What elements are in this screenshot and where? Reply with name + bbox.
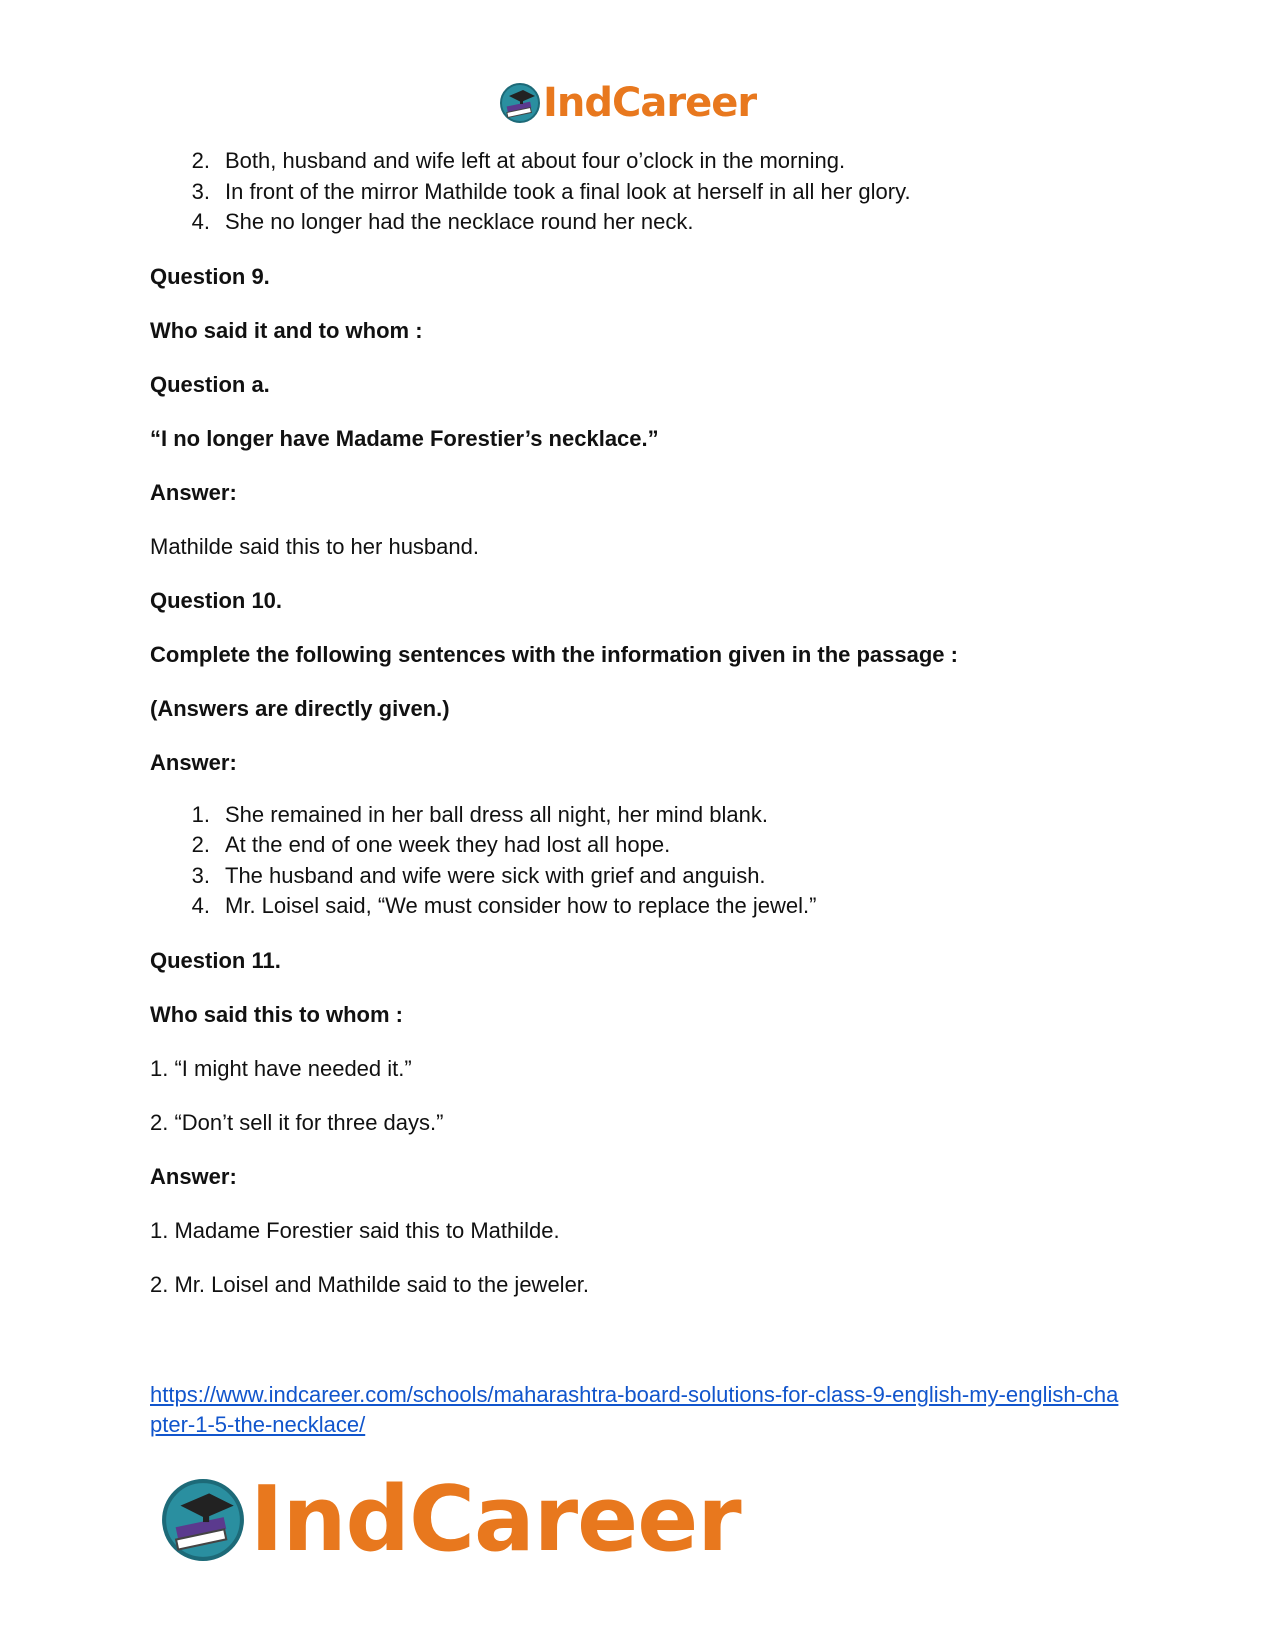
question-9-answer: Mathilde said this to her husband. (150, 533, 479, 559)
globe-book-icon (160, 1477, 246, 1563)
question-11-quote-2: 2. “Don’t sell it for three days.” (150, 1109, 444, 1135)
answer-label: Answer: (150, 749, 237, 775)
list-item: 2. At the end of one week they had lost all hope. (191, 832, 671, 857)
list-item: 3. The husband and wife were sick with grief and anguish. (191, 862, 766, 888)
answer-list-continued (150, 146, 1130, 238)
list-item: 1. She remained in her ball dress all night, her mind blank. (191, 801, 768, 827)
footer-logo (160, 1467, 741, 1572)
list-item: 4. She no longer had the necklace round her neck. (191, 209, 694, 234)
document-body (150, 146, 1130, 1440)
answer-label: Answer: (150, 1163, 237, 1189)
question-10-note: (Answers are directly given.) (150, 695, 450, 721)
question-10-title: Question 10. (150, 587, 283, 613)
list-item: 4. Mr. Loisel said, “We must consider how to replace the jewel.” (191, 893, 817, 918)
source-url-link[interactable]: https://www.indcareer.com/schools/maharashtra-board-solutions-for-class-9-english-my-english-chapter-1-5-the-necklace/ (150, 1381, 1119, 1437)
question-11-quote-1: 1. “I might have needed it.” (150, 1055, 412, 1081)
question-11-prompt: Who said this to whom : (150, 1001, 403, 1027)
question-11-answer-1: 1. Madame Forestier said this to Mathilde. (150, 1217, 560, 1243)
list-item: 2. Both, husband and wife left at about four o’clock in the morning. (191, 148, 846, 173)
question-11-answer-2: 2. Mr. Loisel and Mathilde said to the jeweler. (150, 1271, 590, 1297)
question-10-answer-list (150, 800, 1130, 922)
logo-wordmark: IndCareer (250, 1467, 741, 1572)
question-11-title: Question 11. (150, 947, 281, 973)
logo-wordmark: IndCareer (543, 80, 757, 126)
question-10-prompt: Complete the following sentences with the information given in the passage : (150, 641, 958, 667)
question-9-prompt: Who said it and to whom : (150, 317, 423, 343)
list-item: 3. In front of the mirror Mathilde took a final look at herself in all her glory. (191, 178, 911, 204)
header-logo (499, 80, 756, 126)
question-a-title: Question a. (150, 371, 270, 397)
question-a-quote: “I no longer have Madame Forestier’s necklace.” (150, 425, 659, 451)
answer-label: Answer: (150, 479, 237, 505)
globe-book-icon (499, 82, 541, 124)
question-9-title: Question 9. (150, 263, 270, 289)
